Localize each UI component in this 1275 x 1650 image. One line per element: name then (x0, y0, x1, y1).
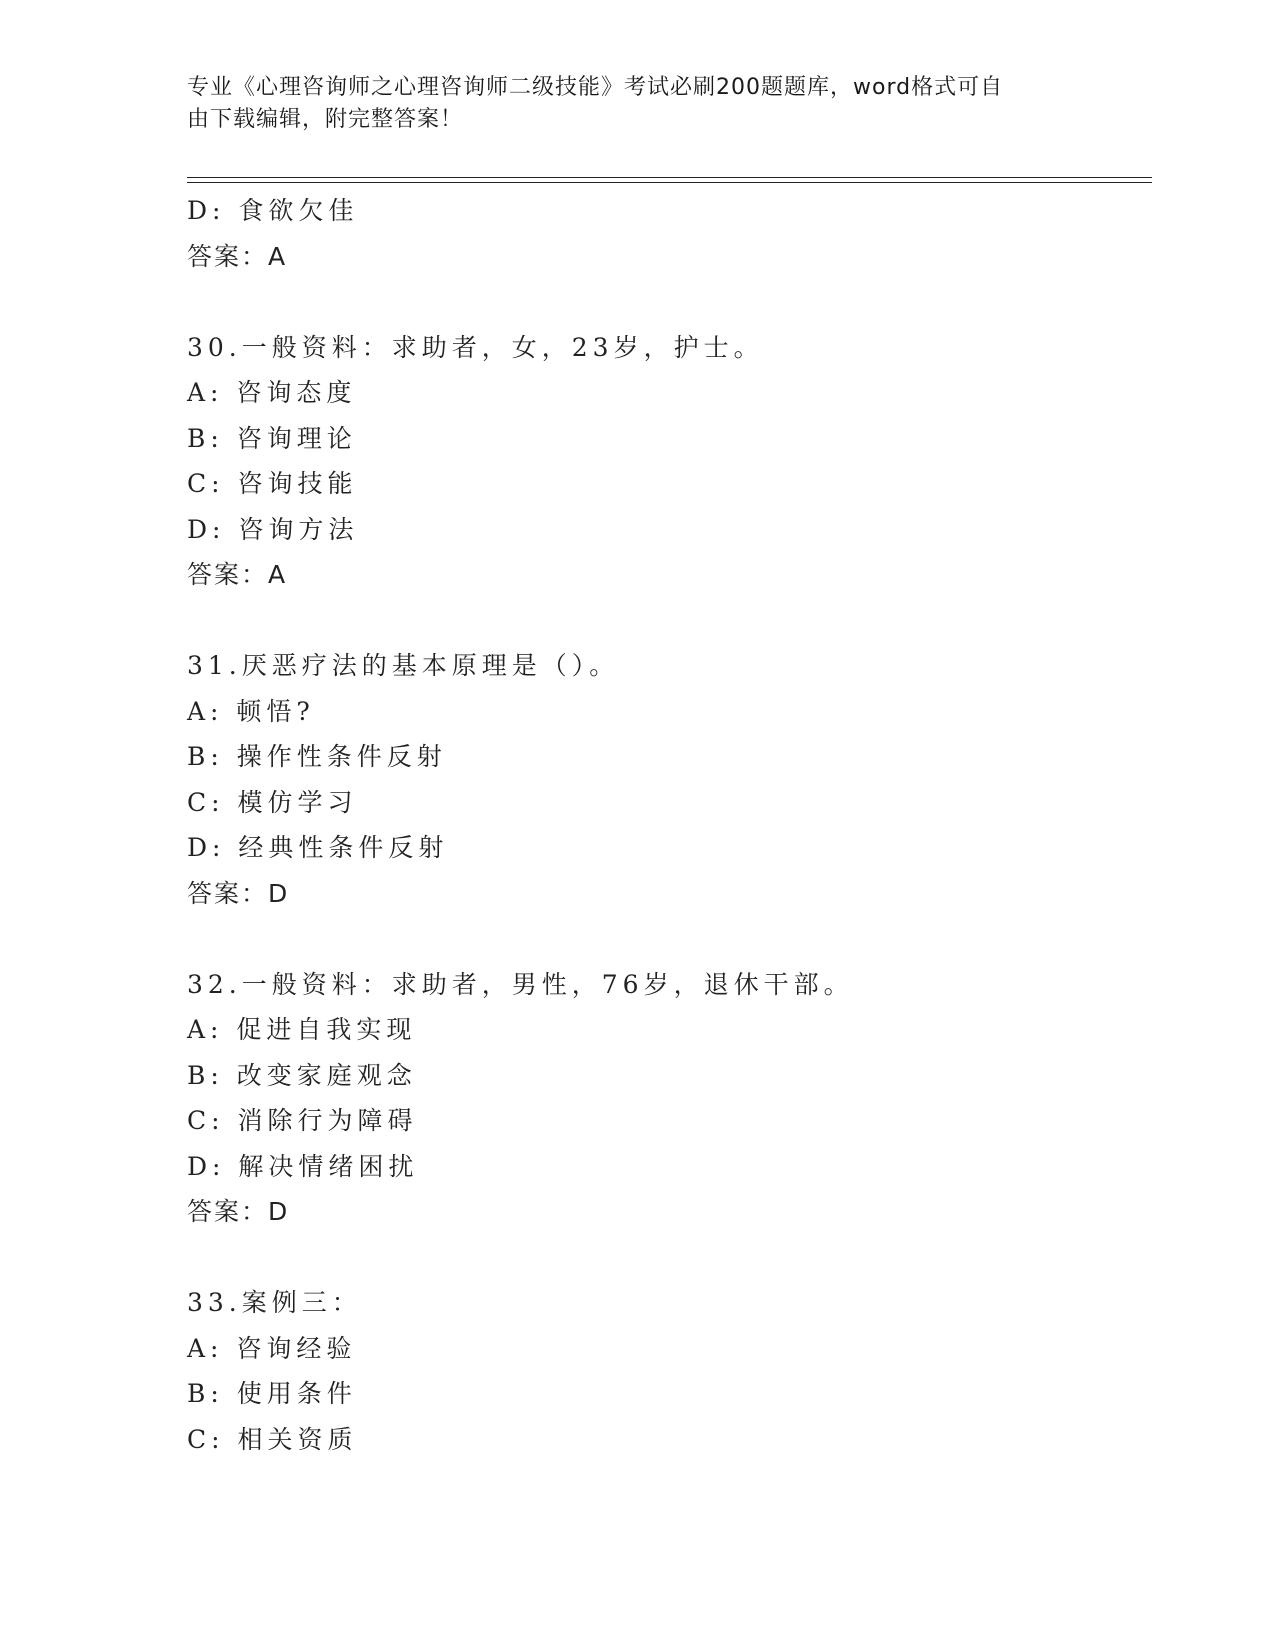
question-stem: 33.案例三： (187, 1288, 362, 1317)
spacer (187, 598, 1147, 644)
question-stem: 30.一般资料：求助者，女，23岁，护士。 (187, 332, 764, 362)
option-a: A: 咨询态度 (187, 378, 357, 407)
spacer (187, 1235, 1147, 1281)
spacer (187, 916, 1147, 962)
question-stem: 31.厌恶疗法的基本原理是（）。 (187, 651, 620, 680)
option-b: B: 改变家庭观念 (187, 1060, 417, 1090)
header-rule-bottom (187, 182, 1152, 183)
option-d: D: 咨询方法 (187, 514, 359, 544)
spacer (187, 279, 1147, 325)
document-header (187, 72, 1067, 136)
option-a: A: 促进自我实现 (187, 1015, 417, 1044)
option-c: C: 咨询技能 (187, 469, 358, 498)
answer-line: 答案：D (187, 1197, 290, 1226)
option-b: B: 操作性条件反射 (187, 742, 447, 771)
option-d: D: 经典性条件反射 (187, 833, 449, 862)
option-a: A: 咨询经验 (187, 1333, 357, 1363)
question-29 (187, 188, 1147, 279)
option-b: B: 使用条件 (187, 1379, 357, 1408)
option-c: C: 模仿学习 (187, 787, 358, 817)
option-d: D: 解决情绪困扰 (187, 1151, 419, 1181)
question-30 (187, 325, 1147, 598)
question-33 (187, 1280, 1147, 1462)
option-d: D: 食欲欠佳 (187, 196, 359, 225)
header-line-1: 专业《心理咨询师之心理咨询师二级技能》考试必刷200题题库，word格式可自 (187, 75, 1004, 100)
header-rule-top (187, 177, 1152, 178)
answer-line: 答案：A (187, 241, 288, 271)
answer-line: 答案：A (187, 560, 288, 589)
option-c: C: 消除行为障碍 (187, 1106, 418, 1135)
question-31 (187, 643, 1147, 916)
option-b: B: 咨询理论 (187, 423, 357, 453)
option-c: C: 相关资质 (187, 1424, 358, 1454)
option-a: A: 顿悟? (187, 696, 315, 726)
question-stem: 32.一般资料：求助者，男性，76岁，退休干部。 (187, 969, 854, 999)
header-line-2: 由下载编辑，附完整答案！ (187, 107, 464, 132)
question-list (187, 188, 1147, 1462)
answer-line: 答案：D (187, 878, 290, 908)
question-32 (187, 962, 1147, 1235)
